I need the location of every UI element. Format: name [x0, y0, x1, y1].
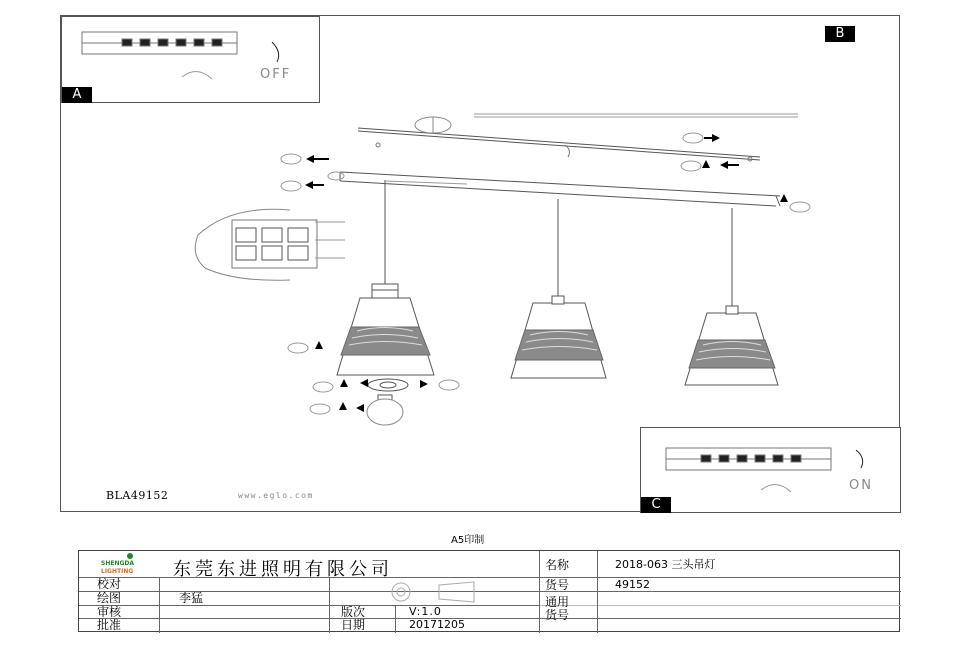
socket-ring	[368, 379, 408, 391]
logo-line-2: LIGHTING	[101, 568, 134, 575]
review-label: 审核	[97, 605, 122, 619]
item-no-value: 49152	[615, 578, 650, 591]
connector-zoom	[195, 209, 345, 280]
inset-c-switch-on	[640, 427, 901, 513]
date-label: 日期	[341, 618, 366, 632]
item-no-label: 货号	[545, 578, 570, 592]
logo-leaf-icon	[125, 552, 135, 560]
approve-label: 批准	[97, 618, 122, 632]
general-label-2: 货号	[545, 608, 570, 622]
projection-symbol-icon	[379, 579, 499, 605]
connector-strip-icon	[62, 17, 319, 102]
drawn-value: 李猛	[179, 591, 204, 605]
connector-strip-icon	[641, 428, 900, 512]
inset-a-switch-off	[61, 16, 320, 103]
name-value: 2018-063 三头吊灯	[615, 558, 716, 571]
version-value: V:1.0	[409, 605, 442, 618]
bulb	[367, 395, 403, 425]
company-name: 东莞东进照明有限公司	[173, 559, 393, 580]
logo-line-1: SHENGDA	[101, 560, 135, 567]
inset-c-tag: C	[641, 497, 671, 513]
mounting-plate	[358, 117, 760, 160]
inset-b-tag: B	[825, 26, 855, 42]
ceiling-hatch	[474, 114, 798, 117]
canopy-bar	[340, 172, 780, 206]
proofread-label: 校对	[97, 577, 122, 591]
off-label: OFF	[260, 67, 292, 82]
company-logo	[99, 552, 159, 578]
drawn-label: 绘图	[97, 591, 122, 605]
title-block	[78, 550, 900, 632]
model-code: BLA49152	[106, 489, 169, 502]
shade-2	[511, 296, 606, 378]
inset-a-tag: A	[62, 87, 92, 103]
on-label: ON	[849, 478, 873, 493]
date-value: 20171205	[409, 618, 465, 631]
general-label-1: 通用	[545, 595, 570, 609]
shade-3	[685, 306, 778, 385]
shade-1	[337, 284, 434, 375]
print-note: A5印制	[451, 535, 485, 546]
name-label: 名称	[545, 558, 570, 572]
version-label: 版次	[341, 605, 366, 619]
website: www.eglo.com	[238, 491, 314, 500]
